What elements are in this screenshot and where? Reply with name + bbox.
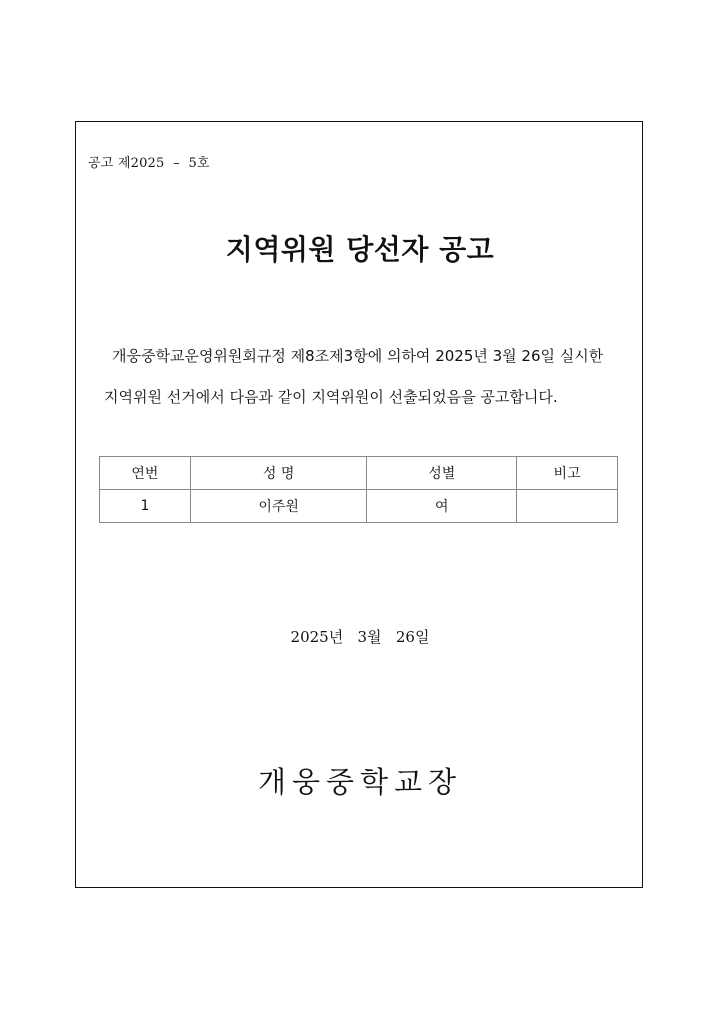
header-gender: 성별	[367, 457, 517, 490]
table-header-row	[100, 457, 618, 490]
elected-members-table	[99, 456, 618, 523]
issuer-name: 개웅중학교장	[257, 765, 463, 799]
header-name: 성 명	[190, 457, 367, 490]
notice-number: 공고 제2025 – 5호	[88, 156, 210, 171]
notice-body-line-1: 개웅중학교운영위원회규정 제8조제3항에 의하여 2025년 3월 26일 실시한	[112, 347, 604, 365]
cell-serial: 1	[100, 490, 191, 523]
notice-body-line-2: 지역위원 선거에서 다음과 같이 지역위원이 선출되었음을 공고합니다.	[104, 388, 558, 406]
header-remarks: 비고	[517, 457, 618, 490]
notice-date: 2025년 3월 26일	[290, 628, 430, 646]
notice-title: 지역위원 당선자 공고	[225, 233, 495, 266]
cell-gender: 여	[367, 490, 517, 523]
header-serial: 연번	[100, 457, 191, 490]
cell-remarks	[517, 490, 618, 523]
table-row	[100, 490, 618, 523]
cell-name: 이주원	[190, 490, 367, 523]
